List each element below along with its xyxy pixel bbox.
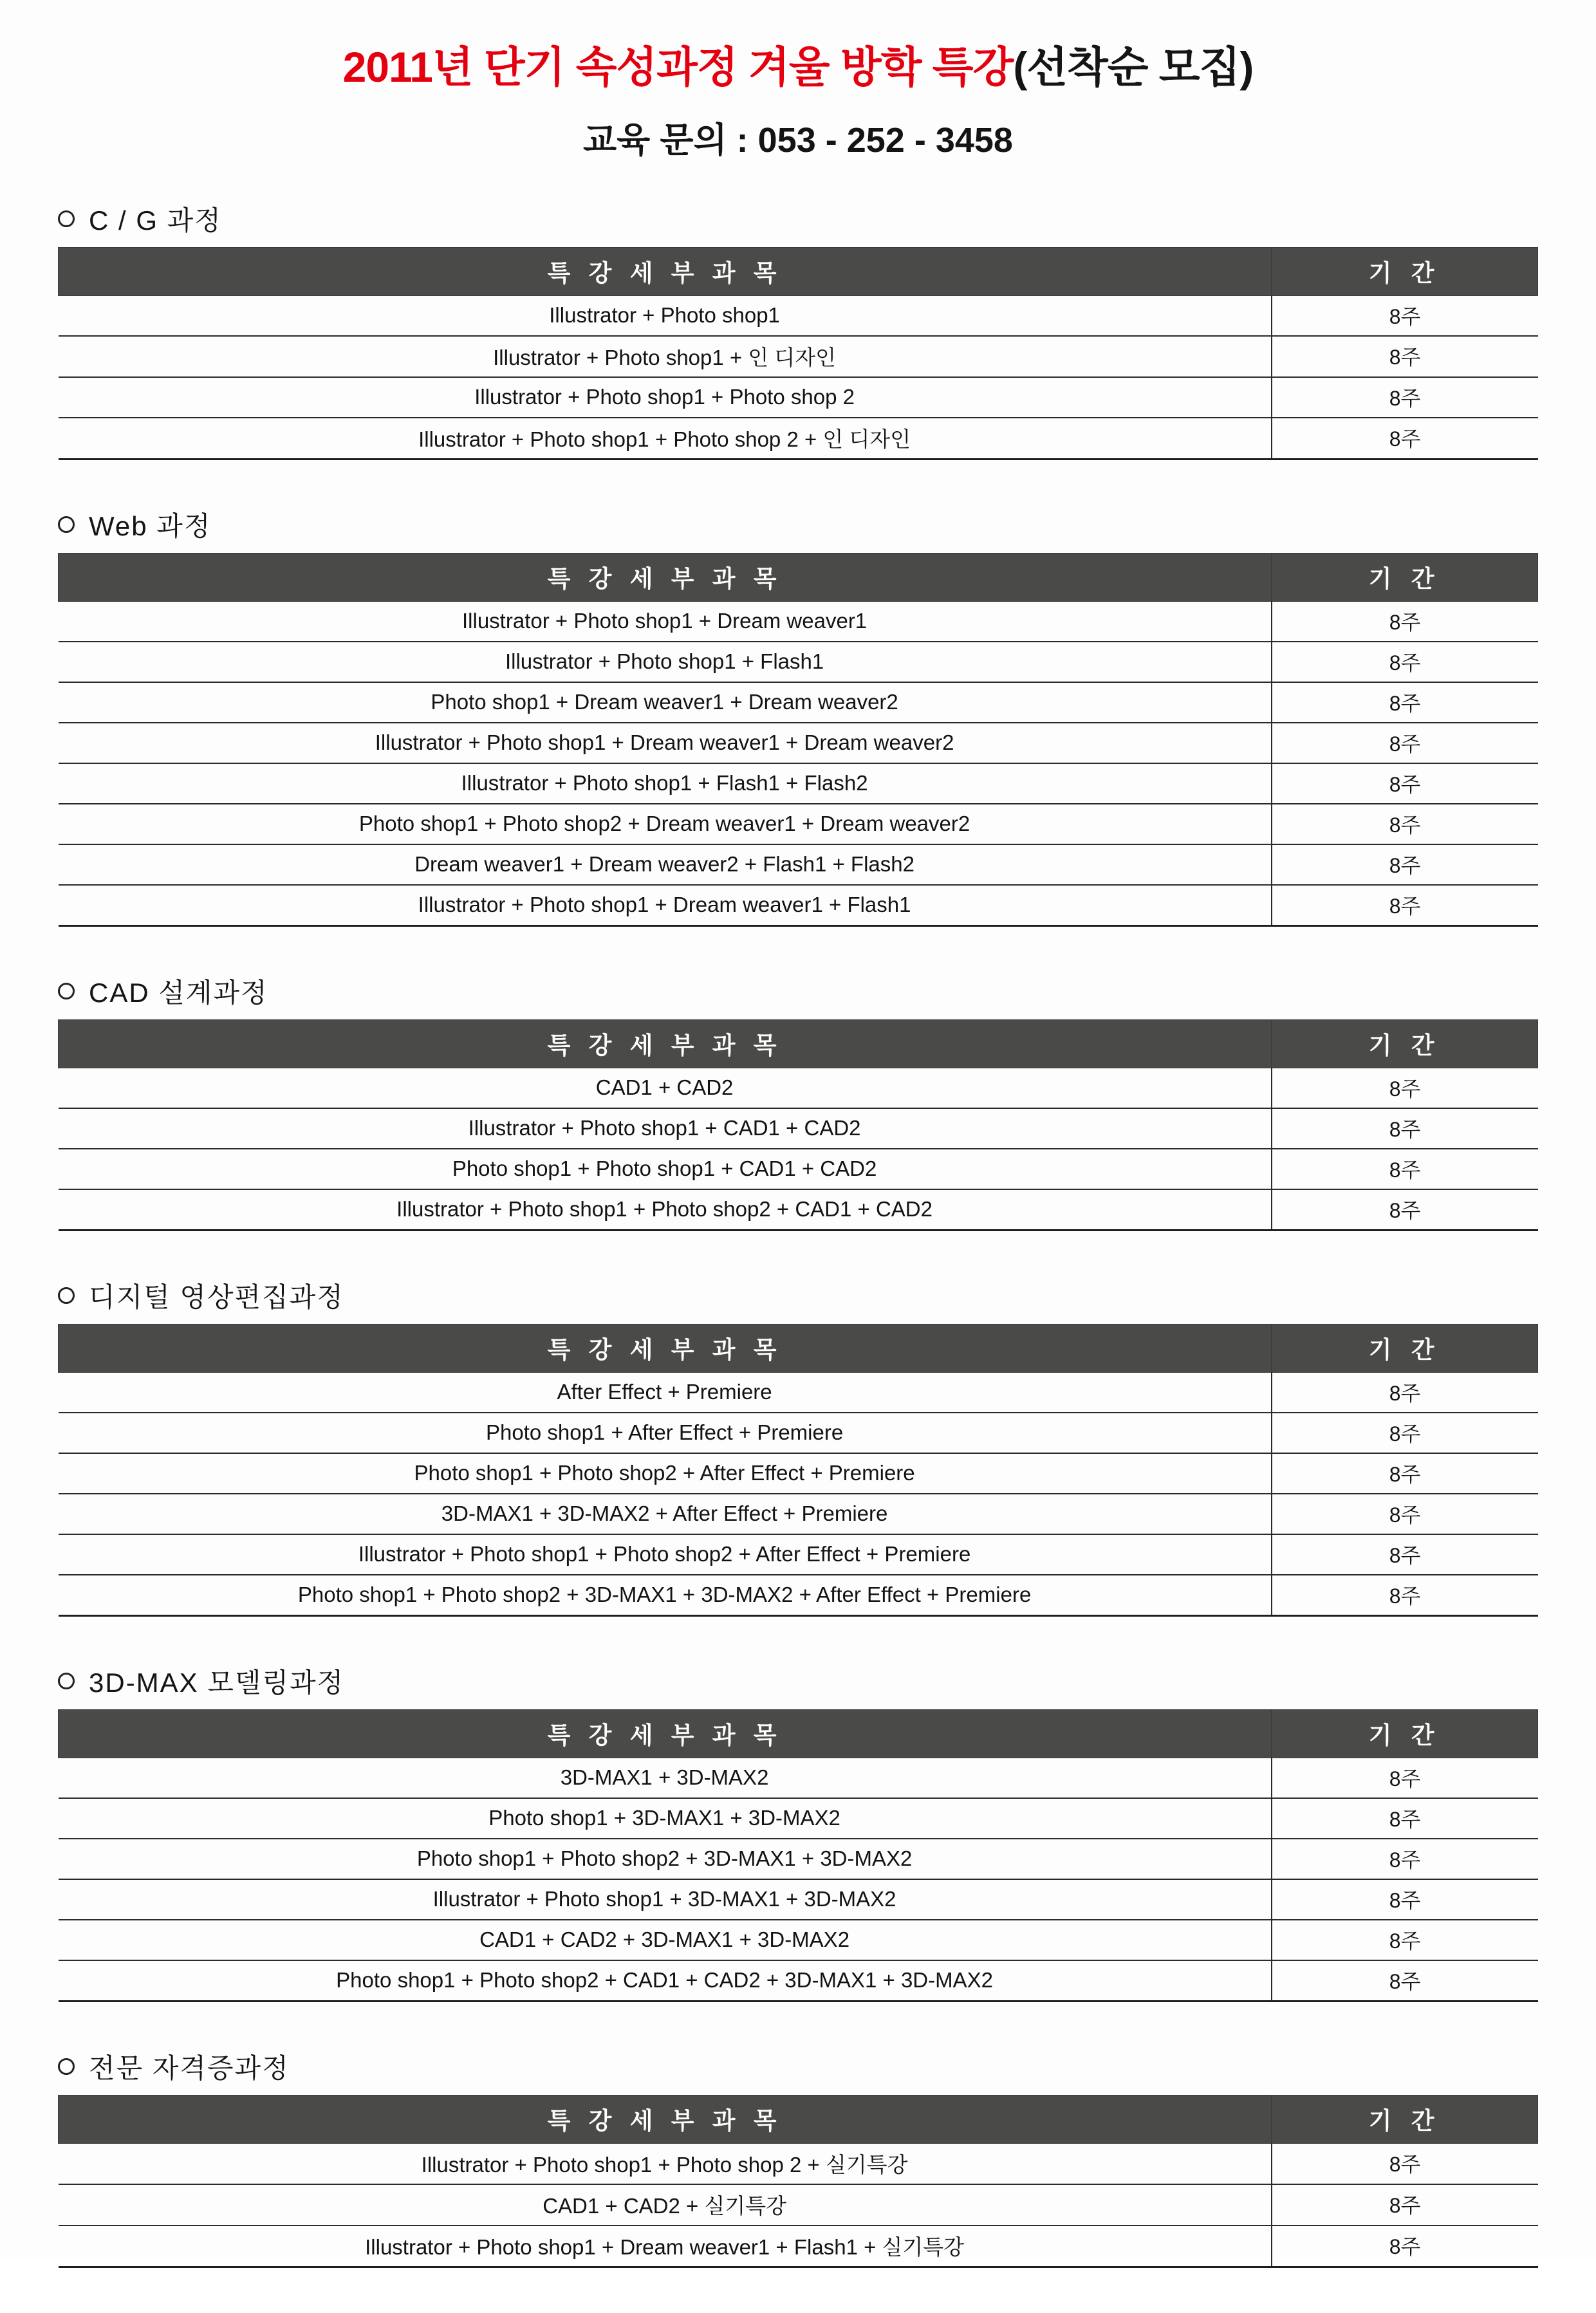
section-spacer bbox=[0, 927, 1596, 972]
column-header-duration: 기 간 bbox=[1272, 247, 1538, 295]
cell-subject: Photo shop1 + Photo shop1 + CAD1 + CAD2 bbox=[59, 1149, 1272, 1189]
cell-duration: 8주 bbox=[1272, 2184, 1538, 2225]
table-row bbox=[59, 2184, 1538, 2225]
table-header-row bbox=[59, 1709, 1538, 1758]
cell-subject: After Effect + Premiere bbox=[59, 1372, 1272, 1413]
section-heading-label: Web 과정 bbox=[89, 510, 212, 541]
circle-bullet-icon bbox=[58, 1673, 75, 1689]
course-table bbox=[58, 553, 1538, 927]
cell-subject: Illustrator + Photo shop1 + Photo shop2 + After Effect + Premiere bbox=[59, 1534, 1272, 1575]
cell-subject: Illustrator + Photo shop1 + Dream weaver1 + Flash1 bbox=[59, 885, 1272, 926]
sections-container bbox=[0, 200, 1596, 2313]
cell-subject: Dream weaver1 + Dream weaver2 + Flash1 + Flash2 bbox=[59, 844, 1272, 885]
cell-subject: Illustrator + Photo shop1 + Photo shop2 + CAD1 + CAD2 bbox=[59, 1189, 1272, 1231]
cell-duration: 8주 bbox=[1272, 1879, 1538, 1920]
column-header-duration: 기 간 bbox=[1272, 1019, 1538, 1068]
table-row bbox=[59, 682, 1538, 723]
column-header-duration: 기 간 bbox=[1272, 1709, 1538, 1758]
column-header-duration: 기 간 bbox=[1272, 2095, 1538, 2143]
section-heading-label: 3D-MAX 모델링과정 bbox=[89, 1667, 345, 1698]
table-row bbox=[59, 844, 1538, 885]
cell-subject: 3D-MAX1 + 3D-MAX2 bbox=[59, 1758, 1272, 1798]
cell-duration: 8주 bbox=[1272, 682, 1538, 723]
page-title-highlight: 2011년 단기 속성과정 겨울 방학 특강 bbox=[342, 43, 1014, 91]
table-row bbox=[59, 1839, 1538, 1879]
column-header-subject: 특 강 세 부 과 목 bbox=[59, 2095, 1272, 2143]
table-row bbox=[59, 1920, 1538, 1960]
cell-subject: 3D-MAX1 + 3D-MAX2 + After Effect + Premiere bbox=[59, 1494, 1272, 1534]
cell-subject: Illustrator + Photo shop1 + 인 디자인 bbox=[59, 336, 1272, 377]
section-spacer bbox=[0, 1617, 1596, 1662]
table-row bbox=[59, 763, 1538, 804]
cell-duration: 8주 bbox=[1272, 295, 1538, 336]
column-header-duration: 기 간 bbox=[1272, 1324, 1538, 1372]
table-row bbox=[59, 2143, 1538, 2184]
table-row bbox=[59, 1108, 1538, 1149]
section-spacer bbox=[0, 2268, 1596, 2313]
cell-subject: CAD1 + CAD2 + 실기특강 bbox=[59, 2184, 1272, 2225]
cell-duration: 8주 bbox=[1272, 1413, 1538, 1453]
cell-duration: 8주 bbox=[1272, 1534, 1538, 1575]
table-row bbox=[59, 642, 1538, 682]
cell-subject: Photo shop1 + Photo shop2 + 3D-MAX1 + 3D-MAX2 + After Effect + Premiere bbox=[59, 1575, 1272, 1616]
cell-duration: 8주 bbox=[1272, 723, 1538, 763]
table-row bbox=[59, 1453, 1538, 1494]
cell-subject: Illustrator + Photo shop1 + 3D-MAX1 + 3D-MAX2 bbox=[59, 1879, 1272, 1920]
cell-subject: Photo shop1 + Photo shop2 + CAD1 + CAD2 + 3D-MAX1 + 3D-MAX2 bbox=[59, 1960, 1272, 2002]
table-row bbox=[59, 1798, 1538, 1839]
cell-subject: Photo shop1 + Photo shop2 + After Effect + Premiere bbox=[59, 1453, 1272, 1494]
cell-duration: 8주 bbox=[1272, 1839, 1538, 1879]
table-header-row bbox=[59, 2095, 1538, 2143]
cell-duration: 8주 bbox=[1272, 418, 1538, 460]
circle-bullet-icon bbox=[58, 210, 75, 227]
table-row bbox=[59, 295, 1538, 336]
page-title bbox=[0, 44, 1596, 91]
cell-duration: 8주 bbox=[1272, 336, 1538, 377]
section-heading bbox=[58, 505, 1538, 544]
cell-duration: 8주 bbox=[1272, 377, 1538, 418]
table-header-row bbox=[59, 1324, 1538, 1372]
table-row bbox=[59, 1758, 1538, 1798]
table-header-row bbox=[59, 553, 1538, 601]
cell-subject: Illustrator + Photo shop1 + Dream weaver1 + Flash1 + 실기특강 bbox=[59, 2225, 1272, 2267]
table-header-row bbox=[59, 247, 1538, 295]
table-row bbox=[59, 1149, 1538, 1189]
course-section bbox=[58, 1276, 1538, 1617]
table-row bbox=[59, 1494, 1538, 1534]
table-row bbox=[59, 1960, 1538, 2002]
course-table bbox=[58, 1019, 1538, 1231]
cell-duration: 8주 bbox=[1272, 1453, 1538, 1494]
cell-duration: 8주 bbox=[1272, 1798, 1538, 1839]
cell-duration: 8주 bbox=[1272, 1494, 1538, 1534]
section-heading-label: 전문 자격증과정 bbox=[89, 2052, 290, 2083]
table-row bbox=[59, 418, 1538, 460]
section-heading bbox=[58, 200, 1538, 238]
circle-bullet-icon bbox=[58, 2058, 75, 2075]
column-header-subject: 특 강 세 부 과 목 bbox=[59, 247, 1272, 295]
cell-subject: Illustrator + Photo shop1 + CAD1 + CAD2 bbox=[59, 1108, 1272, 1149]
course-table bbox=[58, 247, 1538, 460]
table-row bbox=[59, 2225, 1538, 2267]
table-row bbox=[59, 377, 1538, 418]
cell-duration: 8주 bbox=[1272, 1920, 1538, 1960]
column-header-subject: 특 강 세 부 과 목 bbox=[59, 1324, 1272, 1372]
course-table bbox=[58, 1709, 1538, 2002]
circle-bullet-icon bbox=[58, 1287, 75, 1304]
course-section bbox=[58, 2047, 1538, 2268]
cell-subject: CAD1 + CAD2 + 3D-MAX1 + 3D-MAX2 bbox=[59, 1920, 1272, 1960]
cell-subject: Illustrator + Photo shop1 + Photo shop 2 + 인 디자인 bbox=[59, 418, 1272, 460]
cell-subject: Photo shop1 + 3D-MAX1 + 3D-MAX2 bbox=[59, 1798, 1272, 1839]
table-row bbox=[59, 1413, 1538, 1453]
table-row bbox=[59, 1534, 1538, 1575]
section-heading bbox=[58, 972, 1538, 1010]
contact-info: 교육 문의 : 053 - 252 - 3458 bbox=[583, 120, 1013, 160]
cell-duration: 8주 bbox=[1272, 2225, 1538, 2267]
cell-duration: 8주 bbox=[1272, 642, 1538, 682]
cell-subject: Illustrator + Photo shop1 + Dream weaver1 bbox=[59, 601, 1272, 642]
section-spacer bbox=[0, 2002, 1596, 2047]
cell-duration: 8주 bbox=[1272, 2143, 1538, 2184]
section-heading bbox=[58, 1276, 1538, 1315]
course-section bbox=[58, 505, 1538, 927]
cell-subject: CAD1 + CAD2 bbox=[59, 1068, 1272, 1108]
table-row bbox=[59, 1068, 1538, 1108]
table-row bbox=[59, 1879, 1538, 1920]
cell-duration: 8주 bbox=[1272, 804, 1538, 844]
section-spacer bbox=[0, 460, 1596, 505]
section-heading-label: 디지털 영상편집과정 bbox=[89, 1281, 344, 1312]
cell-subject: Photo shop1 + After Effect + Premiere bbox=[59, 1413, 1272, 1453]
table-row bbox=[59, 1575, 1538, 1616]
page-title-suffix: (선착순 모집) bbox=[1013, 43, 1254, 91]
cell-subject: Photo shop1 + Photo shop2 + Dream weaver1 + Dream weaver2 bbox=[59, 804, 1272, 844]
section-spacer bbox=[0, 1231, 1596, 1276]
table-row bbox=[59, 804, 1538, 844]
table-row bbox=[59, 601, 1538, 642]
table-row bbox=[59, 885, 1538, 926]
cell-subject: Photo shop1 + Dream weaver1 + Dream weaver2 bbox=[59, 682, 1272, 723]
cell-duration: 8주 bbox=[1272, 1068, 1538, 1108]
column-header-subject: 특 강 세 부 과 목 bbox=[59, 553, 1272, 601]
cell-duration: 8주 bbox=[1272, 885, 1538, 926]
section-heading bbox=[58, 1662, 1538, 1700]
cell-subject: Illustrator + Photo shop1 + Photo shop 2 bbox=[59, 377, 1272, 418]
cell-duration: 8주 bbox=[1272, 1108, 1538, 1149]
table-header-row bbox=[59, 1019, 1538, 1068]
cell-subject: Photo shop1 + Photo shop2 + 3D-MAX1 + 3D-MAX2 bbox=[59, 1839, 1272, 1879]
table-row bbox=[59, 723, 1538, 763]
column-header-duration: 기 간 bbox=[1272, 553, 1538, 601]
section-heading-label: CAD 설계과정 bbox=[89, 977, 268, 1008]
course-section bbox=[58, 972, 1538, 1231]
course-table bbox=[58, 1324, 1538, 1617]
cell-duration: 8주 bbox=[1272, 1758, 1538, 1798]
cell-subject: Illustrator + Photo shop1 + Dream weaver1 + Dream weaver2 bbox=[59, 723, 1272, 763]
cell-duration: 8주 bbox=[1272, 763, 1538, 804]
cell-duration: 8주 bbox=[1272, 1149, 1538, 1189]
circle-bullet-icon bbox=[58, 983, 75, 999]
table-row bbox=[59, 1372, 1538, 1413]
section-heading-label: C / G 과정 bbox=[89, 205, 222, 236]
column-header-subject: 특 강 세 부 과 목 bbox=[59, 1019, 1272, 1068]
course-table bbox=[58, 2095, 1538, 2268]
cell-subject: Illustrator + Photo shop1 + Photo shop 2 + 실기특강 bbox=[59, 2143, 1272, 2184]
cell-duration: 8주 bbox=[1272, 1575, 1538, 1616]
cell-subject: Illustrator + Photo shop1 + Flash1 bbox=[59, 642, 1272, 682]
table-row bbox=[59, 1189, 1538, 1231]
course-section bbox=[58, 1662, 1538, 2002]
column-header-subject: 특 강 세 부 과 목 bbox=[59, 1709, 1272, 1758]
circle-bullet-icon bbox=[58, 516, 75, 533]
section-heading bbox=[58, 2047, 1538, 2086]
cell-duration: 8주 bbox=[1272, 1189, 1538, 1231]
cell-duration: 8주 bbox=[1272, 844, 1538, 885]
cell-subject: Illustrator + Photo shop1 bbox=[59, 295, 1272, 336]
cell-duration: 8주 bbox=[1272, 1960, 1538, 2002]
course-section bbox=[58, 200, 1538, 460]
cell-duration: 8주 bbox=[1272, 1372, 1538, 1413]
document-header bbox=[0, 0, 1596, 162]
cell-duration: 8주 bbox=[1272, 601, 1538, 642]
table-row bbox=[59, 336, 1538, 377]
cell-subject: Illustrator + Photo shop1 + Flash1 + Flash2 bbox=[59, 763, 1272, 804]
